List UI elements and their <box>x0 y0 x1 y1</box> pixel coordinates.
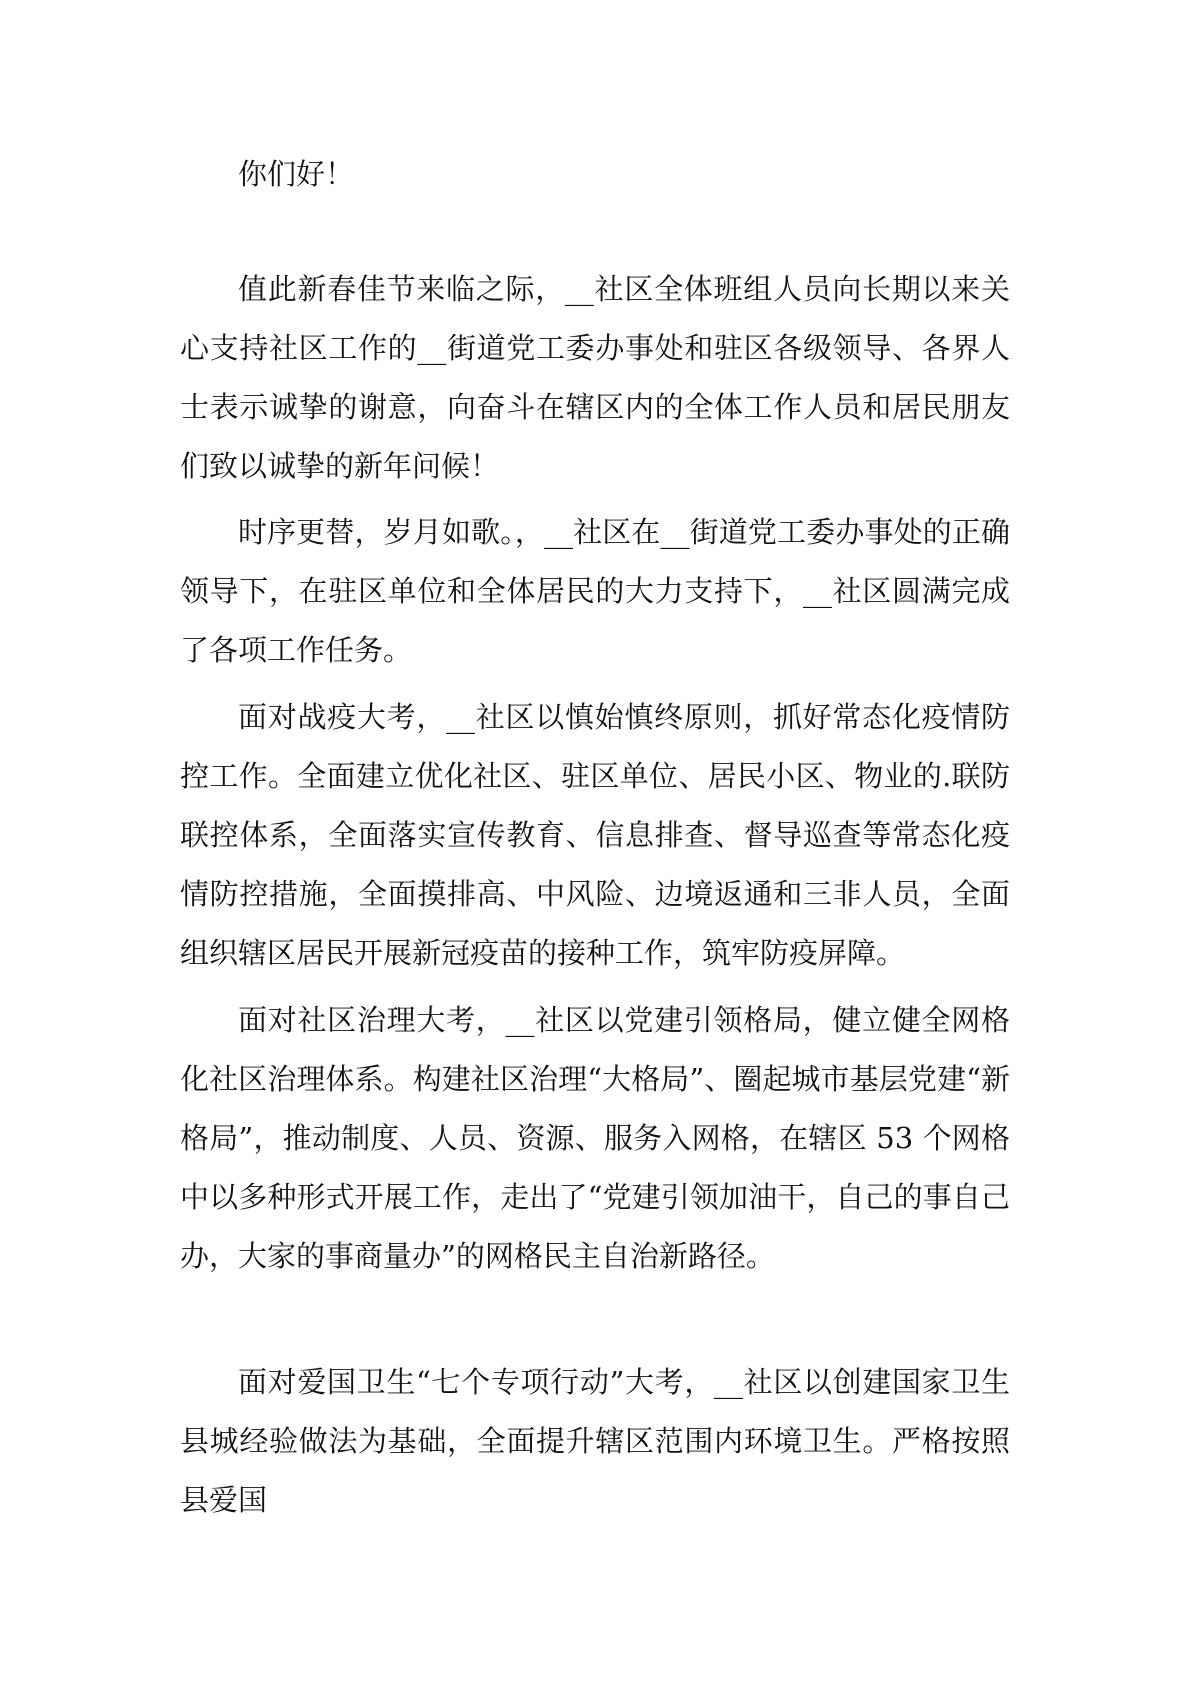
greeting-paragraph: 你们好！ <box>238 157 355 191</box>
new-year-greeting-paragraph: 值此新春佳节来临之际，__社区全体班组人员向长期以来关心支持社区工作的__街道党工委办事处和驻区各级领导、各界人士表示诚挚的谢意，向奋斗在辖区内的全体工作人员和居民朋友们致以诚挚的新年问候！ <box>180 272 1010 483</box>
patriotic-health-paragraph: 面对爱国卫生“七个专项行动”大考，__社区以创建国家卫生县城经验做法为基础，全面提升辖区范围内环境卫生。严格按照县爱国 <box>180 1365 1010 1517</box>
community-governance-paragraph: 面对社区治理大考，__社区以党建引领格局，健立健全网格化社区治理体系。构建社区治理“大格局”、圈起城市基层党建“新格局”，推动制度、人员、资源、服务入网格，在辖区 53 个网格中以多种形式开展工作，走出了“党建引领加油干，自己的事自己办，大家的事商量办”的网格民主自治新路径。 <box>180 1003 1010 1273</box>
epidemic-prevention-paragraph: 面对战疫大考，__社区以慎始慎终原则，抓好常态化疫情防控工作。全面建立优化社区、驻区单位、居民小区、物业的.联防联控体系，全面落实宣传教育、信息排查、督导巡查等常态化疫情防控措施，全面摸排高、中风险、边境返通和三非人员，全面组织辖区居民开展新冠疫苗的接种工作，筑牢防疫屏障。 <box>180 700 1010 970</box>
annual-summary-paragraph: 时序更替，岁月如歌。，__社区在__街道党工委办事处的正确领导下，在驻区单位和全体居民的大力支持下，__社区圆满完成了各项工作任务。 <box>180 515 1010 667</box>
